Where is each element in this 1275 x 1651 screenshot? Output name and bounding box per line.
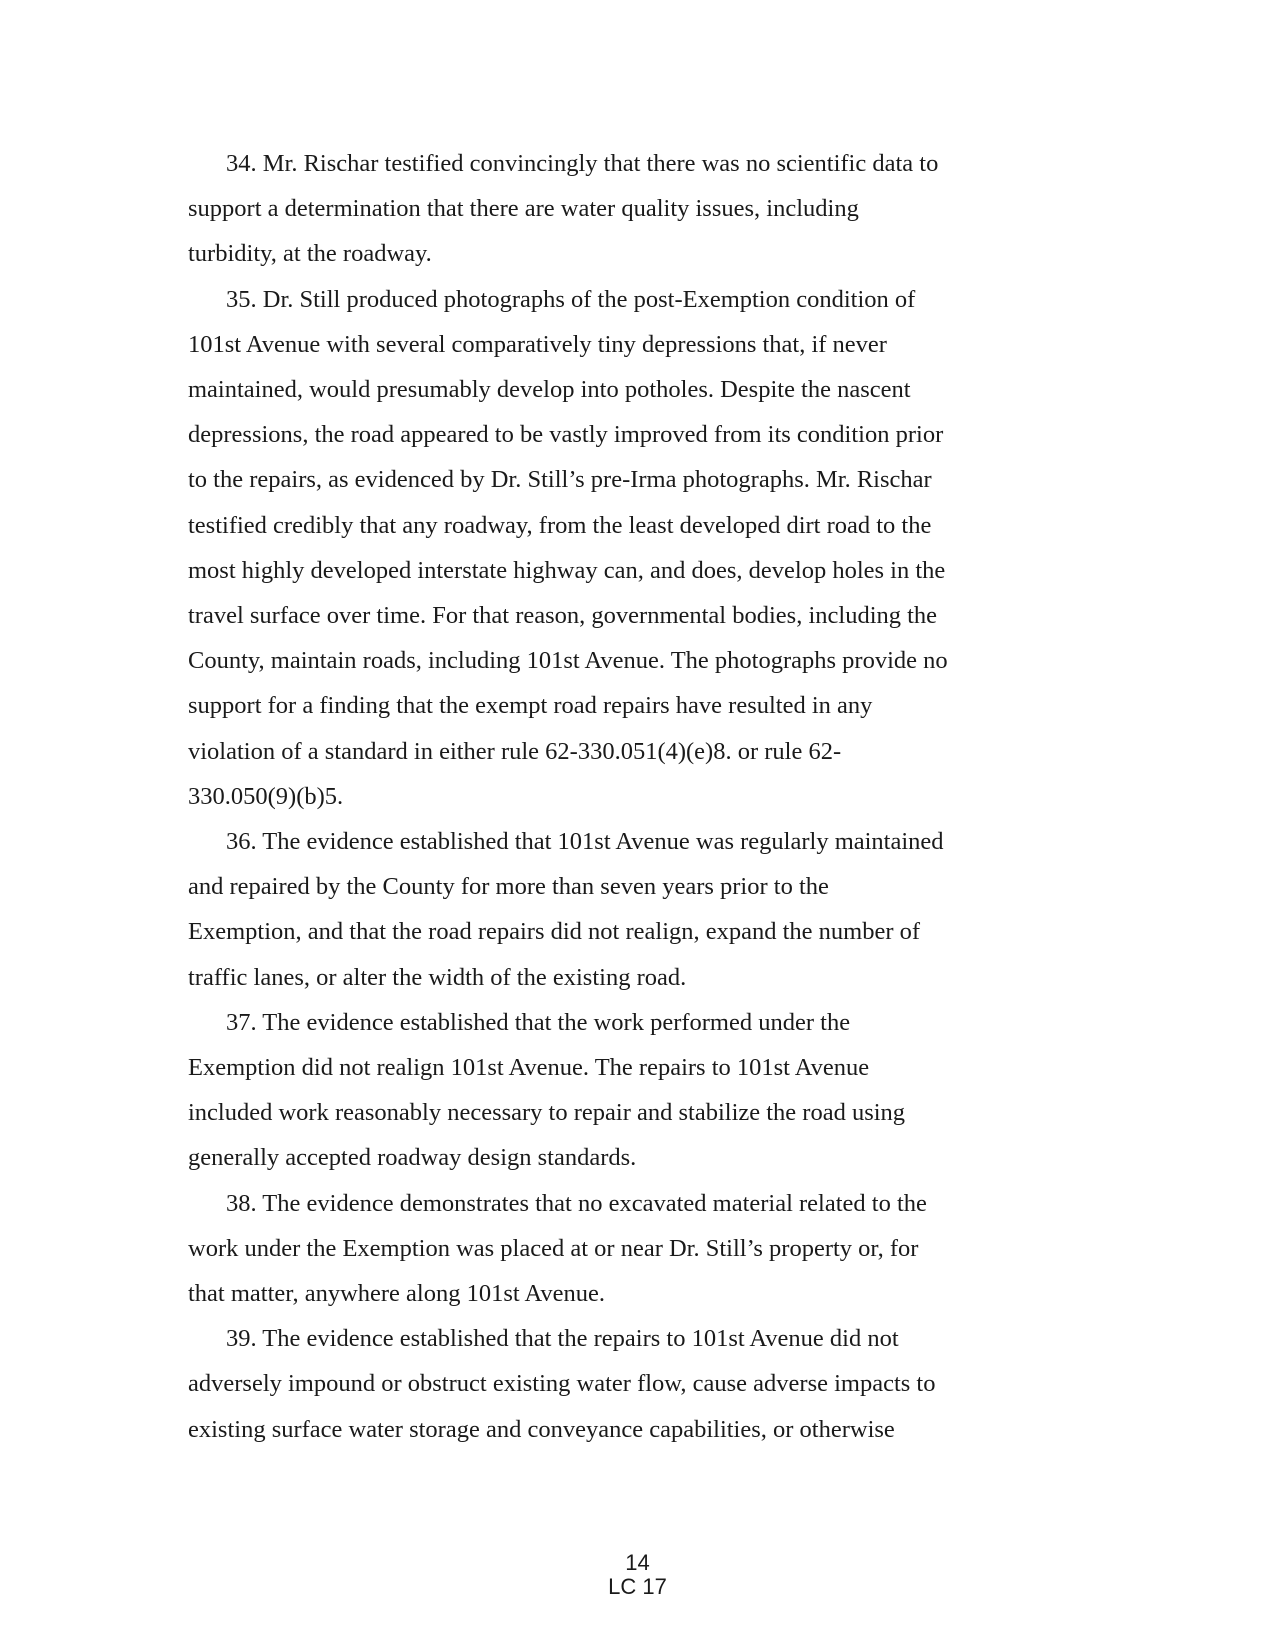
text-line: support a determination that there are water quality issues, including (188, 195, 859, 223)
text-line: maintained, would presumably develop into potholes. Despite the nascent (188, 376, 911, 404)
text-line: 39. The evidence established that the repairs to 101st Avenue did not (226, 1325, 899, 1353)
text-line: 101st Avenue with several comparatively tiny depressions that, if never (188, 330, 887, 358)
document-body (188, 141, 1093, 1452)
paragraph-39 (188, 1316, 1093, 1452)
text-line: that matter, anywhere along 101st Avenue. (188, 1280, 605, 1308)
text-line: traffic lanes, or alter the width of the existing road. (188, 963, 687, 991)
text-line: 330.050(9)(b)5. (188, 782, 344, 810)
text-line: generally accepted roadway design standards. (188, 1144, 637, 1172)
text-line: most highly developed interstate highway can, and does, develop holes in the (188, 556, 946, 584)
text-line: Exemption did not realign 101st Avenue. The repairs to 101st Avenue (188, 1054, 870, 1082)
text-line: existing surface water storage and conveyance capabilities, or otherwise (188, 1415, 895, 1443)
paragraph-35 (188, 277, 1093, 819)
text-line: Exemption, and that the road repairs did not realign, expand the number of (188, 918, 921, 946)
paragraph-36 (188, 819, 1093, 1000)
text-line: depressions, the road appeared to be vastly improved from its condition prior (188, 421, 944, 449)
text-line: travel surface over time. For that reason, governmental bodies, including the (188, 602, 938, 630)
text-line: County, maintain roads, including 101st Avenue. The photographs provide no (188, 647, 948, 675)
text-line: 37. The evidence established that the work performed under the (226, 1008, 851, 1036)
paragraph-34 (188, 141, 1093, 277)
text-line: and repaired by the County for more than seven years prior to the (188, 873, 829, 901)
text-line: work under the Exemption was placed at or near Dr. Still’s property or, for (188, 1234, 919, 1262)
text-line: testified credibly that any roadway, from the least developed dirt road to the (188, 511, 932, 539)
text-line: to the repairs, as evidenced by Dr. Still’s pre-Irma photographs. Mr. Rischar (188, 466, 932, 494)
text-line: 38. The evidence demonstrates that no excavated material related to the (226, 1189, 927, 1217)
paragraph-38 (188, 1181, 1093, 1317)
document-code: LC 17 (608, 1574, 667, 1599)
text-line: support for a finding that the exempt road repairs have resulted in any (188, 692, 873, 720)
text-line: included work reasonably necessary to repair and stabilize the road using (188, 1099, 906, 1127)
text-line: 36. The evidence established that 101st Avenue was regularly maintained (226, 828, 944, 856)
text-line: turbidity, at the roadway. (188, 240, 432, 268)
paragraph-37 (188, 1000, 1093, 1181)
text-line: 35. Dr. Still produced photographs of the post-Exemption condition of (226, 285, 916, 313)
text-line: adversely impound or obstruct existing water flow, cause adverse impacts to (188, 1370, 936, 1398)
text-line: 34. Mr. Rischar testified convincingly that there was no scientific data to (226, 150, 939, 177)
text-line: violation of a standard in either rule 62-330.051(4)(e)8. or rule 62- (188, 737, 842, 765)
page-number: 14 (625, 1550, 650, 1575)
